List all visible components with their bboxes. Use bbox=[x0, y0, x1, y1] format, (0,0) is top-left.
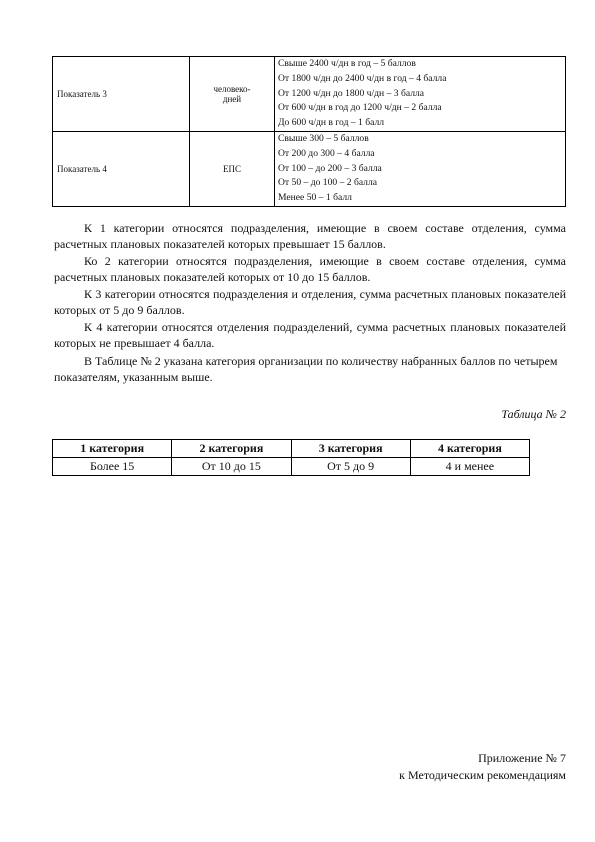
criterion: Менее 50 – 1 балл bbox=[278, 192, 352, 204]
unit-line: человеко- bbox=[213, 83, 251, 94]
table-caption: Таблица № 2 bbox=[501, 407, 566, 421]
unit-line: дней bbox=[222, 93, 242, 104]
column-header: 4 категория bbox=[410, 440, 529, 458]
criterion: От 50 – до 100 – 2 балла bbox=[278, 177, 378, 189]
indicator-name: Показатель 4 bbox=[53, 131, 190, 206]
unit-line: ЕПС bbox=[223, 163, 241, 174]
table-cell: 4 и менее bbox=[410, 458, 529, 476]
paragraph: В Таблице № 2 указана категория организации по количеству набранных баллов по четырем показателям, указанным выше. bbox=[54, 354, 558, 384]
paragraph: Ко 2 категории относятся подразделения, имеющие в своем составе отделения, сумма расчетных плановых показателей которых от 10 до 15 баллов. bbox=[54, 254, 566, 284]
criterion: От 1800 ч/дн до 2400 ч/дн в год – 4 балла bbox=[278, 72, 447, 84]
paragraph: К 1 категории относятся подразделения, имеющие в своем составе отделения, сумма расчетных плановых показателей которых превышает 15 баллов. bbox=[54, 221, 566, 251]
column-header: 2 категория bbox=[172, 440, 291, 458]
paragraph: К 4 категории относятся отделения подразделений, сумма расчетных плановых показателей которых не превышает 4 балла. bbox=[54, 320, 566, 350]
table-row bbox=[53, 57, 566, 132]
criterion: От 600 ч/дн в год до 1200 ч/дн – 2 балла bbox=[278, 102, 442, 114]
criterion: От 200 до 300 – 4 балла bbox=[278, 147, 375, 159]
table-cell: От 10 до 15 bbox=[172, 458, 291, 476]
table-row bbox=[53, 131, 566, 206]
indicator-criteria bbox=[275, 131, 566, 206]
table-cell: Более 15 bbox=[53, 458, 172, 476]
criterion: От 1200 ч/дн до 1800 ч/дн – 3 балла bbox=[278, 87, 425, 99]
appendix-title: Приложение № 7 bbox=[478, 751, 566, 765]
categories-table bbox=[52, 439, 530, 476]
criterion: От 100 – до 200 – 3 балла bbox=[278, 162, 382, 174]
indicators-table bbox=[52, 56, 566, 207]
column-header: 3 категория bbox=[291, 440, 410, 458]
indicator-unit bbox=[190, 131, 275, 206]
indicator-criteria bbox=[275, 57, 566, 132]
paragraph: К 3 категории относятся подразделения и отделения, сумма расчетных плановых показателей которых от 5 до 9 баллов. bbox=[54, 287, 566, 317]
criterion: Свыше 300 – 5 баллов bbox=[278, 132, 369, 144]
criterion: До 600 ч/дн в год – 1 балл bbox=[278, 117, 385, 129]
table-cell: От 5 до 9 bbox=[291, 458, 410, 476]
table-row bbox=[53, 458, 530, 476]
indicator-name: Показатель 3 bbox=[53, 57, 190, 132]
indicator-unit bbox=[190, 57, 275, 132]
table-header-row bbox=[53, 440, 530, 458]
column-header: 1 категория bbox=[53, 440, 172, 458]
criterion: Свыше 2400 ч/дн в год – 5 баллов bbox=[278, 58, 416, 69]
appendix-subtitle: к Методическим рекомендациям bbox=[399, 768, 566, 782]
